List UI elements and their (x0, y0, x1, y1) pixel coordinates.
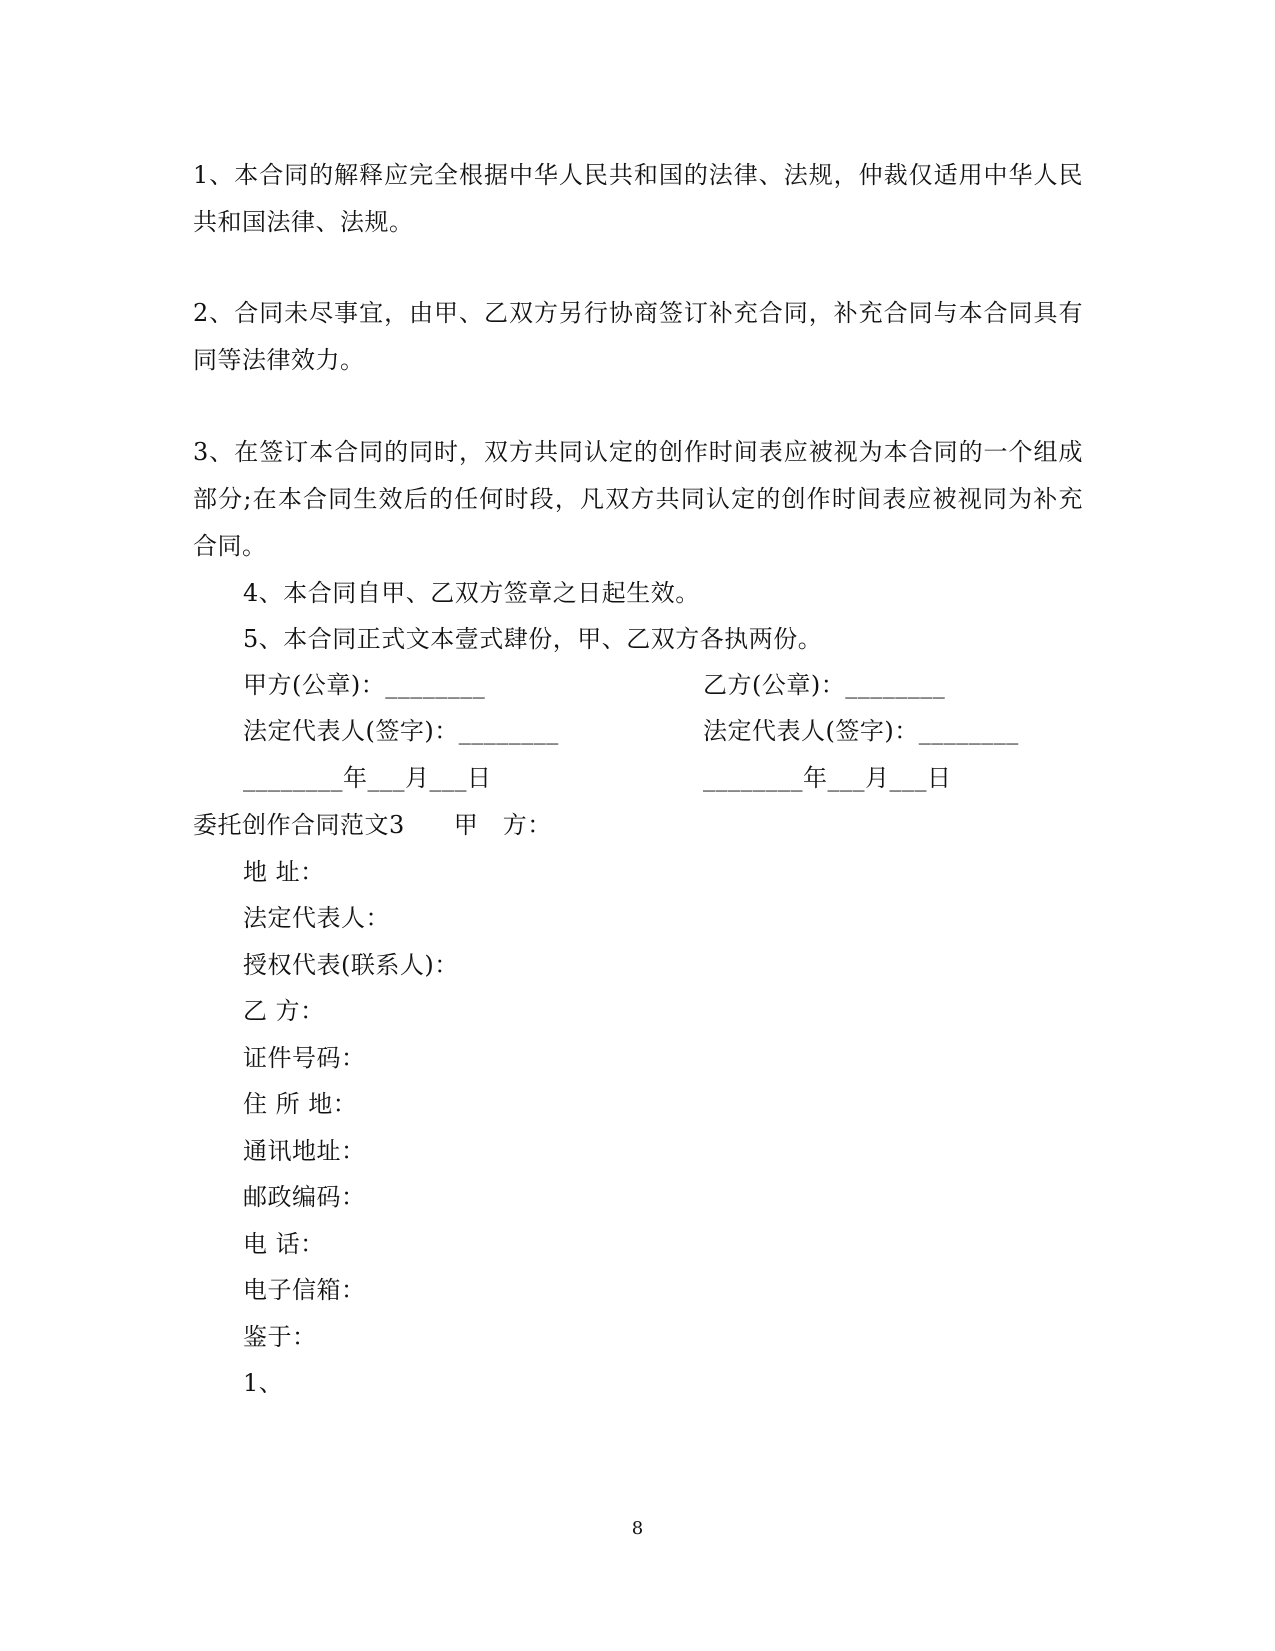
party-a-representative: 法定代表人(签字)：________ (243, 717, 559, 745)
field-id-number: 证件号码： (243, 1044, 366, 1072)
party-a-date: ________年___月___日 (243, 764, 492, 792)
field-postal-code: 邮政编码： (243, 1183, 366, 1211)
clause-1: 1、本合同的解释应完全根据中华人民共和国的法律、法规，仲裁仅适用中华人民共和国法律、法规。 (193, 161, 1083, 236)
field-authorized-contact: 授权代表(联系人)： (243, 951, 459, 979)
party-b-date: ________年___月___日 (703, 764, 952, 792)
whereas-item-1: 1、 (243, 1369, 284, 1397)
clause-3: 3、在签订本合同的同时，双方共同认定的创作时间表应被视为本合同的一个组成部分;在本合同生效后的任何时段，凡双方共同认定的创作时间表应被视同为补充合同。 (193, 438, 1083, 560)
party-b-seal: 乙方(公章)：________ (703, 671, 946, 699)
field-party-b: 乙 方： (243, 997, 325, 1025)
clause-2: 2、合同未尽事宜，由甲、乙双方另行协商签订补充合同，补充合同与本合同具有同等法律效力。 (193, 299, 1083, 374)
next-contract-heading: 委托创作合同范文3 甲 方： (193, 811, 552, 839)
party-a-seal: 甲方(公章)：________ (243, 671, 486, 699)
field-residence: 住 所 地： (243, 1090, 358, 1118)
field-mailing-address: 通讯地址： (243, 1137, 366, 1165)
field-legal-representative: 法定代表人： (243, 904, 390, 932)
whereas-label: 鉴于： (243, 1323, 317, 1351)
page-number: 8 (631, 1518, 644, 1539)
field-email: 电子信箱： (243, 1276, 366, 1304)
party-b-representative: 法定代表人(签字)：________ (703, 717, 1019, 745)
field-address: 地 址： (243, 858, 325, 886)
field-phone: 电 话： (243, 1230, 325, 1258)
clause-4: 4、本合同自甲、乙双方签章之日起生效。 (243, 579, 700, 607)
clause-5: 5、本合同正式文本壹式肆份，甲、乙双方各执两份。 (243, 625, 823, 653)
